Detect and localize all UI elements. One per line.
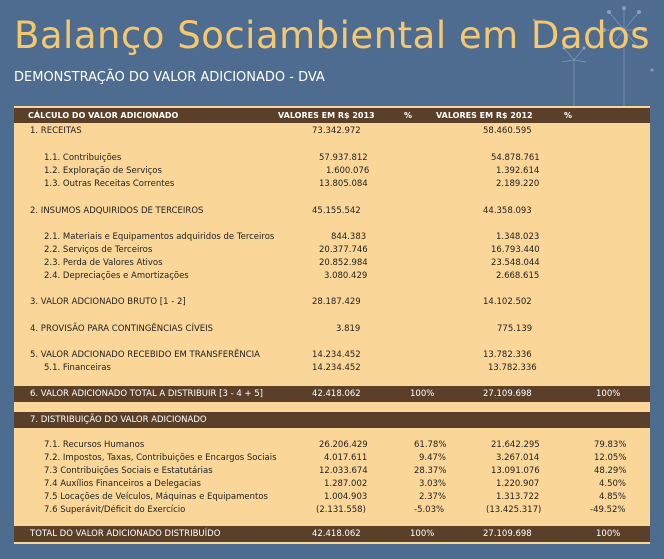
- value-2012: 27.109.698: [483, 529, 532, 539]
- table-row: [14, 477, 650, 491]
- table-row: [14, 490, 650, 504]
- row-label: 2. INSUMOS ADQUIRIDOS DE TERCEIROS: [30, 206, 204, 216]
- table-row: [14, 503, 650, 517]
- row-label: 2.2. Serviços de Terceiros: [44, 245, 153, 255]
- table-row: [14, 322, 650, 336]
- row-label: 2.4. Depreciações e Amortizações: [44, 271, 189, 281]
- value-2013: 20.852.984: [319, 258, 368, 268]
- row-label: 5.1. Financeiras: [44, 363, 111, 373]
- value-2013: 12.033.674: [319, 466, 368, 476]
- value-2013: 844.383: [331, 232, 367, 242]
- value-2013: (2.131.558): [316, 505, 366, 515]
- value-2013: 1.004.903: [324, 492, 368, 502]
- value-2013: 1.600.076: [326, 166, 370, 176]
- pct-2012: 79.83%: [594, 440, 627, 450]
- row-label: 7.3 Contribuições Sociais e Estatutárias: [44, 466, 213, 476]
- table-row: [14, 361, 650, 375]
- header-label: CÁLCULO DO VALOR ADICIONADO: [28, 111, 179, 120]
- value-2012: 1.348.023: [496, 232, 540, 242]
- value-2012: 775.139: [497, 324, 533, 334]
- row-label: 1.3. Outras Receitas Correntes: [44, 179, 175, 189]
- row-label: 1.2. Exploração de Serviços: [44, 166, 162, 176]
- value-2012: 13.091.076: [491, 466, 540, 476]
- pct-2013: 2.37%: [419, 492, 447, 502]
- pct-2012: -49.52%: [590, 505, 626, 515]
- row-label: 6. VALOR ADICIONADO TOTAL A DISTRIBUIR [3 - 4 + 5]: [30, 389, 263, 399]
- row-label: 7.1. Recursos Humanos: [44, 440, 145, 450]
- table-row: [14, 243, 650, 257]
- value-2013: 14.234.452: [312, 350, 361, 360]
- row-label: TOTAL DO VALOR ADICIONADO DISTRIBUÍDO: [30, 529, 221, 539]
- pct-2013: 28.37%: [414, 466, 447, 476]
- value-2013: 14.234.452: [312, 363, 361, 373]
- table-row: [14, 124, 650, 138]
- pct-2013: 61.78%: [414, 440, 447, 450]
- row-label: 2.1. Materiais e Equipamentos adquiridos de Terceiros: [44, 232, 275, 242]
- table-row: [14, 204, 650, 218]
- pct-2013: 100%: [410, 529, 435, 539]
- table-row: [14, 348, 650, 362]
- table-row: [14, 438, 650, 452]
- row-label: 4. PROVISÃO PARA CONTINGÊNCIAS CÍVEIS: [30, 324, 214, 334]
- value-2012: 2.189.220: [496, 179, 540, 189]
- value-2013: 26.206.429: [319, 440, 368, 450]
- table-row: [14, 256, 650, 270]
- value-2012: 23.548.044: [491, 258, 540, 268]
- row-label: 1. RECEITAS: [30, 126, 82, 136]
- value-2013: 20.377.746: [319, 245, 368, 255]
- table-header-row: [14, 108, 650, 123]
- pct-2012: 100%: [596, 389, 621, 399]
- table-row: [14, 151, 650, 165]
- pct-2012: 48.29%: [594, 466, 627, 476]
- section-7-header: [14, 412, 650, 428]
- table-row: [14, 230, 650, 244]
- value-2013: 3.819: [336, 324, 361, 334]
- pct-2013: 3.03%: [419, 479, 447, 489]
- section-title: 7. DISTRIBUIÇÃO DO VALOR ADICIONADO: [30, 415, 207, 425]
- value-2013: 13.805.084: [319, 179, 368, 189]
- table-row: [14, 451, 650, 465]
- header-pct-2013: %: [404, 111, 413, 120]
- table-row: [14, 164, 650, 178]
- value-2013: 42.418.062: [312, 529, 361, 539]
- value-2013: 45.155.542: [312, 206, 361, 216]
- pct-2013: -5.03%: [414, 505, 445, 515]
- value-2012: 1.220.907: [496, 479, 540, 489]
- value-2013: 4.017.611: [324, 453, 368, 463]
- value-2012: 2.668.615: [496, 271, 540, 281]
- dva-table: [14, 106, 650, 544]
- pct-2013: 9.47%: [419, 453, 447, 463]
- pct-2012: 4.85%: [599, 492, 627, 502]
- page-subtitle: DEMONSTRAÇÃO DO VALOR ADICIONADO - DVA: [14, 70, 325, 85]
- row-label: 7.5 Locações de Veículos, Máquinas e Equipamentos: [44, 492, 268, 502]
- value-2013: 3.080.429: [324, 271, 368, 281]
- row-label: 1.1. Contribuições: [44, 153, 122, 163]
- value-2012: 54.878.761: [491, 153, 540, 163]
- value-2012: 3.267.014: [496, 453, 540, 463]
- row-label: 3. VALOR ADCIONADO BRUTO [1 - 2]: [30, 297, 186, 307]
- value-2012: 13.782.336: [488, 363, 537, 373]
- value-2012: 27.109.698: [483, 389, 532, 399]
- pct-2012: 100%: [596, 529, 621, 539]
- value-2012: 1.392.614: [496, 166, 540, 176]
- page-title: Balanço Sociambiental em Dados: [14, 14, 650, 57]
- pct-2012: 4.50%: [599, 479, 627, 489]
- table-row: [14, 177, 650, 191]
- table-row: [14, 464, 650, 478]
- total-distribute-row: [14, 386, 650, 402]
- value-2012: 44.358.093: [483, 206, 532, 216]
- header-pct-2012: %: [564, 111, 573, 120]
- row-label: 7.6 Superávit/Déficit do Exercício: [44, 505, 186, 515]
- value-2012: (13.425.317): [486, 505, 542, 515]
- pct-2013: 100%: [410, 389, 435, 399]
- value-2012: 58.460.595: [483, 126, 532, 136]
- value-2012: 21.642.295: [491, 440, 540, 450]
- table-row: [14, 295, 650, 309]
- total-distributed-row: [14, 526, 650, 542]
- value-2013: 73.342.972: [312, 126, 361, 136]
- value-2013: 57.937.812: [319, 153, 368, 163]
- header-2013: VALORES EM R$ 2013: [278, 111, 375, 120]
- value-2012: 14.102.502: [483, 297, 532, 307]
- table-row: [14, 269, 650, 283]
- header-2012: VALORES EM R$ 2012: [436, 111, 533, 120]
- row-label: 2.3. Perda de Valores Ativos: [44, 258, 163, 268]
- value-2012: 1.313.722: [496, 492, 540, 502]
- value-2012: 13.782.336: [483, 350, 532, 360]
- value-2013: 1.287.002: [324, 479, 368, 489]
- row-label: 7.4 Auxílios Financeiros a Delegacias: [44, 479, 201, 489]
- value-2013: 28.187.429: [312, 297, 361, 307]
- pct-2012: 12.05%: [594, 453, 627, 463]
- row-label: 5. VALOR ADCIONADO RECEBIDO EM TRANSFERÊNCIA: [30, 350, 260, 360]
- row-label: 7.2. Impostos, Taxas, Contribuições e Encargos Sociais: [44, 453, 277, 463]
- value-2012: 16.793.440: [491, 245, 540, 255]
- value-2013: 42.418.062: [312, 389, 361, 399]
